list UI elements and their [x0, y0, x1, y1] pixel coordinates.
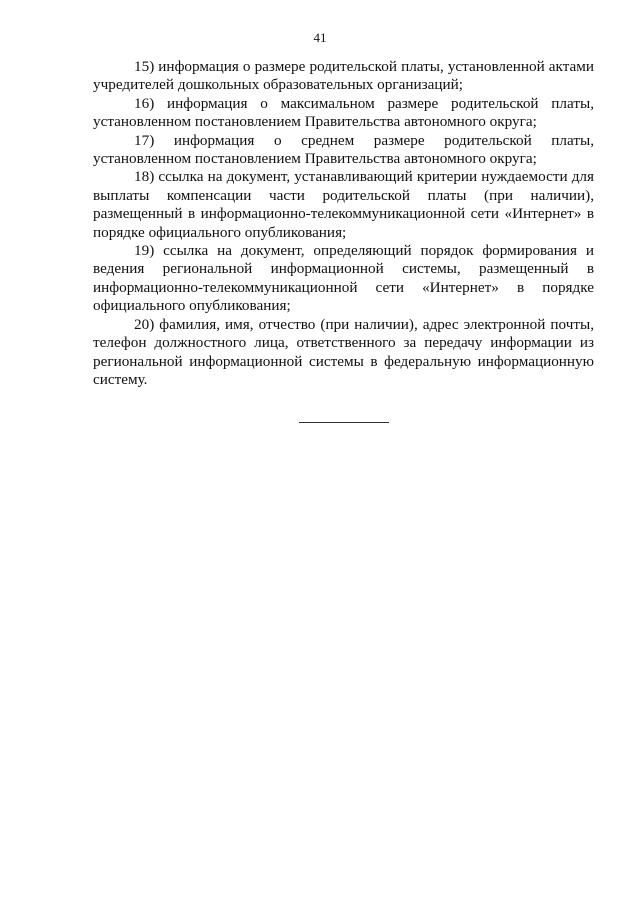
list-item-19: 19) ссылка на документ, определяющий порядок формирования и ведения региональной информационной системы, размещенный в информационно-телекоммуникационной сети «Интернет» в порядке официального опубликования;: [93, 242, 594, 315]
list-item-20: 20) фамилия, имя, отчество (при наличии), адрес электронной почты, телефон должностного лица, ответственного за передачу информации из региональной информационной системы в федеральную информационную систему.: [93, 315, 594, 388]
list-item-17: 17) информация о среднем размере родительской платы, установленном постановлением Правительства автономного округа;: [93, 131, 594, 168]
end-separator-line: [299, 422, 389, 423]
list-item-18: 18) ссылка на документ, устанавливающий критерии нуждаемости для выплаты компенсации части родительской платы (при наличии), размещенный в информационно-телекоммуникационной сети «Интернет» в порядке официального опубликования;: [93, 168, 594, 241]
list-item-15: 15) информация о размере родительской платы, установленной актами учредителей дошкольных образовательных организаций;: [93, 58, 594, 94]
page-number: 41: [313, 30, 327, 45]
document-body: [93, 58, 594, 389]
list-item-16: 16) информация о максимальном размере родительской платы, установленном постановлением Правительства автономного округа;: [93, 94, 594, 131]
